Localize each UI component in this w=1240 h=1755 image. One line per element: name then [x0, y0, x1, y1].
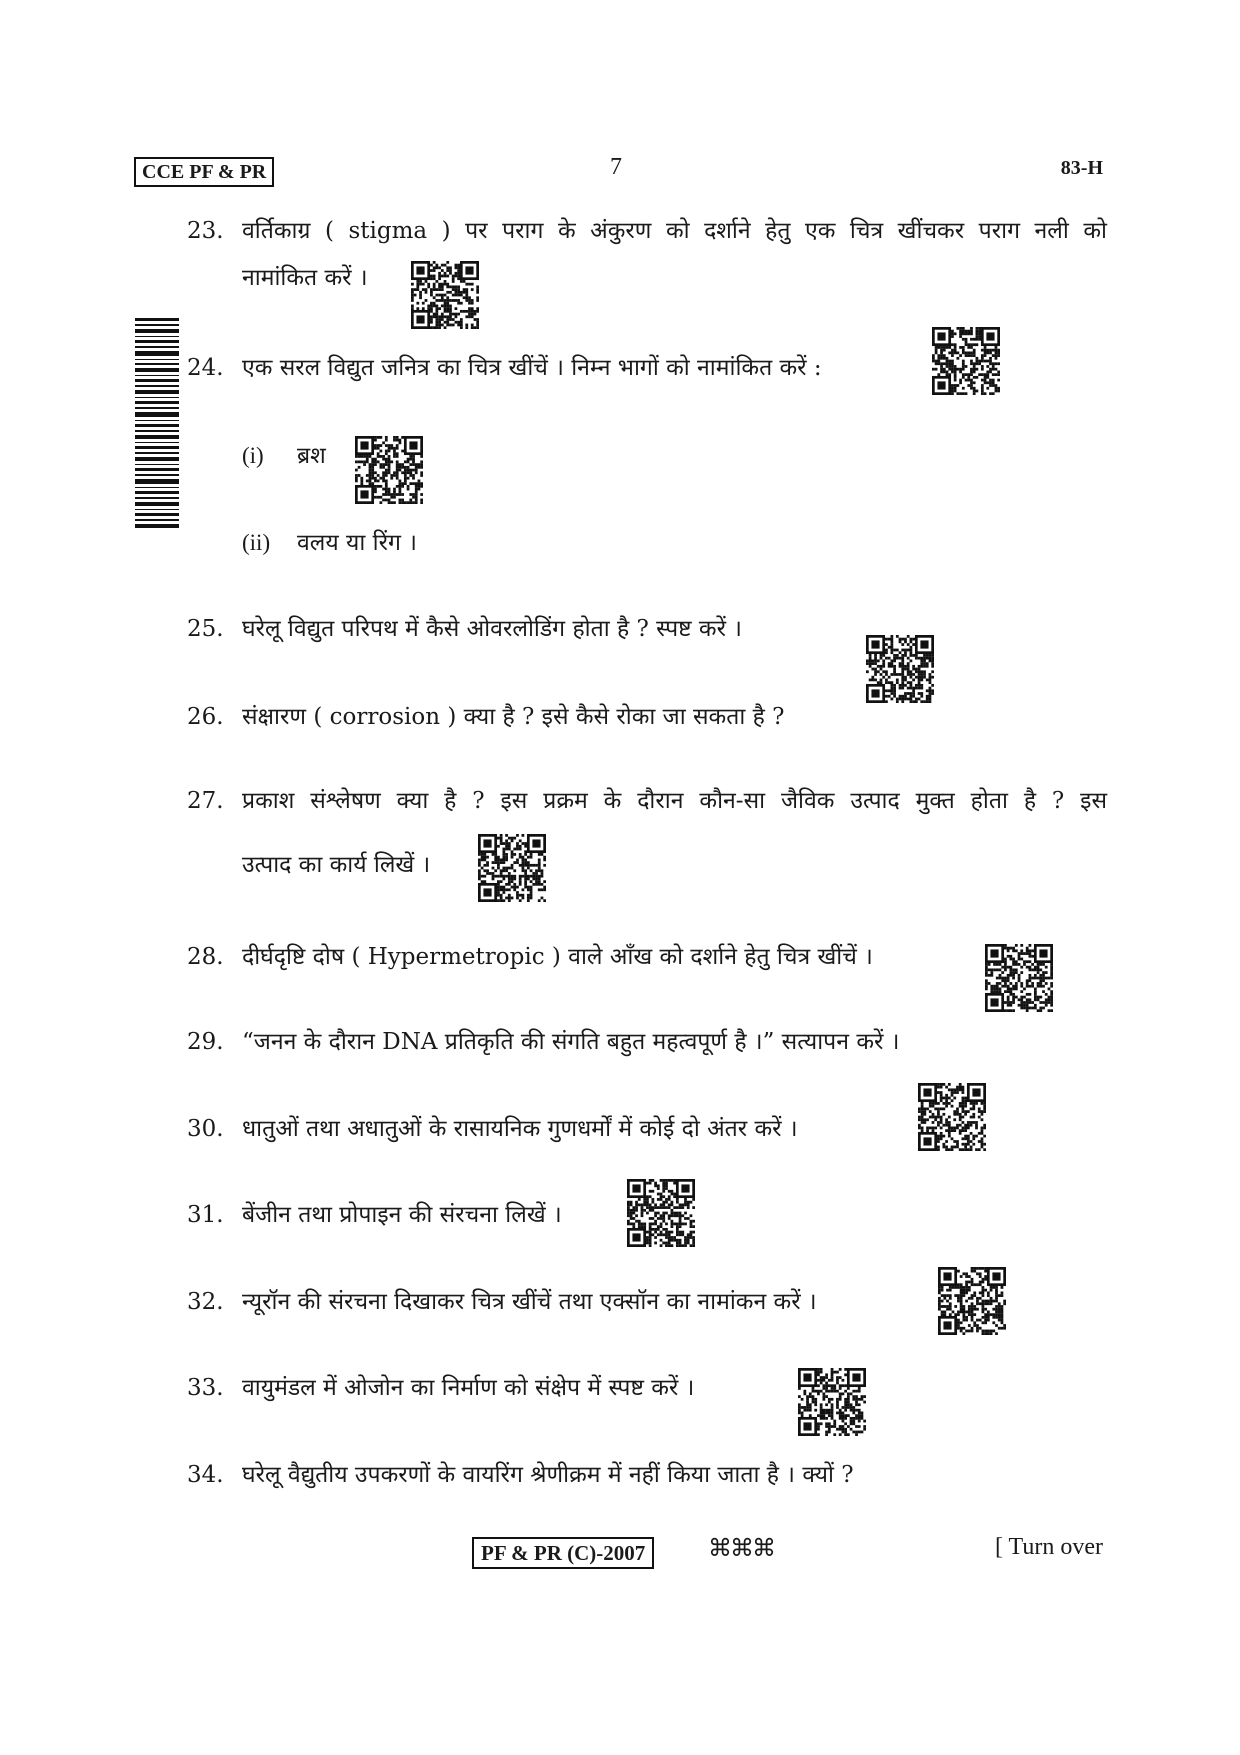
- question-25: [187, 613, 1107, 645]
- question-number: 25.: [187, 616, 224, 642]
- question-number: 29.: [187, 1029, 224, 1055]
- qr-code-icon: [798, 1368, 866, 1436]
- question-text: दीर्घदृष्टि दोष ( Hypermetropic ) वाले आँख को दर्शाने हेतु चित्र खींचें ।: [242, 944, 873, 970]
- qr-code-icon: [985, 944, 1053, 1012]
- question-text: उत्पाद का कार्य लिखें ।: [242, 852, 431, 878]
- paper-code: 83-H: [1060, 157, 1103, 179]
- question-number: 30.: [187, 1116, 224, 1142]
- question-number: 26.: [187, 704, 224, 730]
- turn-over-text: [ Turn over: [994, 1534, 1103, 1560]
- part-numeral: (ii): [242, 530, 271, 555]
- question-number: 23.: [187, 218, 224, 244]
- question-text: नामांकित करें ।: [242, 265, 368, 291]
- question-text: वर्तिकाग्र ( stigma ) पर पराग के अंकुरण को दर्शाने हेतु एक चित्र खींचकर पराग नली को: [242, 218, 1107, 244]
- question-number: 28.: [187, 944, 224, 970]
- question-text: घरेलू वैद्युतीय उपकरणों के वायरिंग श्रेणीक्रम में नहीं किया जाता है । क्यों ?: [242, 1462, 854, 1488]
- qr-code-icon: [627, 1179, 695, 1247]
- qr-code-icon: [918, 1083, 986, 1151]
- question-text: “जनन के दौरान DNA प्रतिकृति की संगति बहुत महत्वपूर्ण है ।” सत्यापन करें ।: [242, 1029, 900, 1055]
- question-number: 24.: [187, 355, 224, 381]
- part-text: वलय या रिंग ।: [297, 530, 417, 556]
- question-number: 33.: [187, 1375, 224, 1401]
- question-24-part-i: [242, 440, 326, 472]
- qr-code-icon: [478, 834, 546, 902]
- question-number: 34.: [187, 1462, 224, 1488]
- qr-code-icon: [938, 1267, 1006, 1335]
- question-text: बेंजीन तथा प्रोपाइन की संरचना लिखें ।: [242, 1202, 562, 1228]
- question-text: वायुमंडल में ओजोन का निर्माण को संक्षेप में स्पष्ट करें ।: [242, 1375, 695, 1401]
- question-number: 31.: [187, 1202, 224, 1228]
- question-text: प्रकाश संश्लेषण क्या है ? इस प्रक्रम के दौरान कौन-सा जैविक उत्पाद मुक्त होता है ? इस: [242, 788, 1107, 814]
- question-number: 27.: [187, 788, 224, 814]
- question-28: [187, 941, 1107, 973]
- question-text: संक्षारण ( corrosion ) क्या है ? इसे कैसे रोका जा सकता है ?: [242, 704, 785, 730]
- qr-code-icon: [411, 261, 479, 329]
- question-text: एक सरल विद्युत जनित्र का चित्र खींचें । निम्न भागों को नामांकित करें :: [242, 355, 822, 381]
- question-text: घरेलू विद्युत परिपथ में कैसे ओवरलोडिंग होता है ? स्पष्ट करें ।: [242, 616, 743, 642]
- question-29: [187, 1026, 1107, 1058]
- ornament-icon: ⌘⌘⌘: [708, 1534, 774, 1562]
- part-text: ब्रश: [297, 443, 326, 469]
- question-23: [187, 215, 1107, 247]
- series-code-box: CCE PF & PR: [134, 157, 274, 187]
- qr-code-icon: [866, 635, 934, 703]
- qr-code-icon: [355, 436, 423, 504]
- page-number: 7: [610, 154, 622, 180]
- question-number: 32.: [187, 1289, 224, 1315]
- qr-code-icon: [932, 327, 1000, 395]
- question-24-part-ii: [242, 527, 417, 559]
- barcode-icon: [135, 318, 179, 528]
- question-27-continuation: [187, 849, 1107, 881]
- question-26: [187, 701, 1107, 733]
- question-text: धातुओं तथा अधातुओं के रासायनिक गुणधर्मों में कोई दो अंतर करें ।: [242, 1116, 798, 1142]
- part-numeral: (i): [242, 443, 264, 468]
- question-34: [187, 1459, 1107, 1491]
- question-33: [187, 1372, 1107, 1404]
- question-27: [187, 785, 1107, 817]
- footer-code-box: PF & PR (C)-2007: [472, 1537, 654, 1569]
- question-text: न्यूरॉन की संरचना दिखाकर चित्र खींचें तथा एक्सॉन का नामांकन करें ।: [242, 1289, 817, 1315]
- question-23-continuation: [187, 262, 1107, 294]
